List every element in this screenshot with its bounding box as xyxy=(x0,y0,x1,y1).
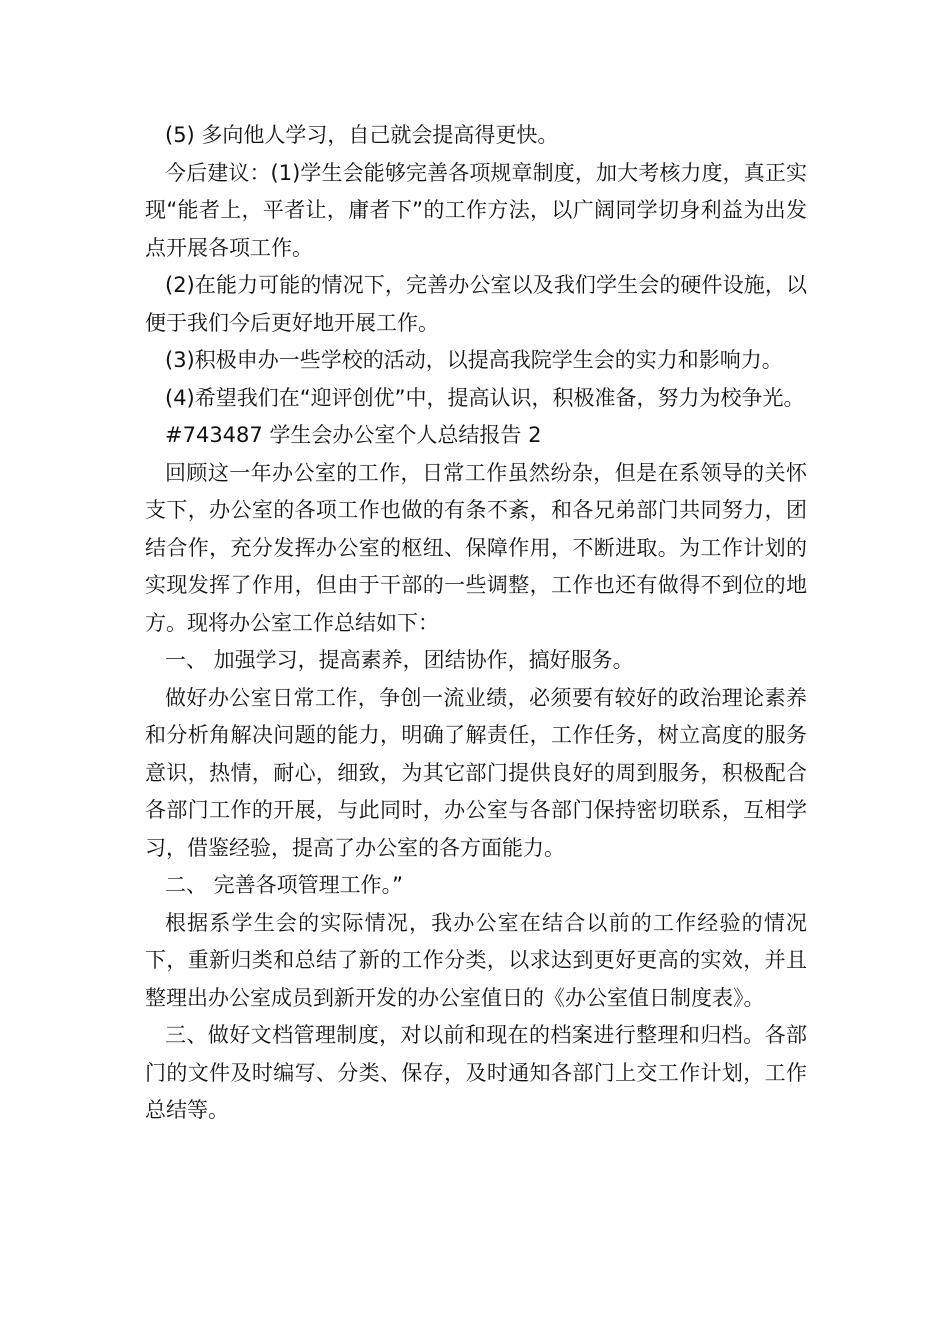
section-heading-1: 一、 加强学习，提高素养，团结协作，搞好服务。 xyxy=(165,648,634,672)
paragraph-future-suggestions: 今后建议：(1)学生会能够完善各项规章制度，加大考核力度，真正实现“能者上，平者让，庸者下”的工作方法，以广阔同学切身利益为出发点开展各项工作。 xyxy=(145,160,807,260)
paragraph-suggestion-2: (2)在能力可能的情况下，完善办公室以及我们学生会的硬件设施，以便于我们今后更好地开展工作。 xyxy=(145,273,807,335)
paragraph-suggestion-3: (3)积极申办一些学校的活动，以提高我院学生会的实力和影响力。 xyxy=(165,348,783,372)
paragraph-review: 回顾这一年办公室的工作，日常工作虽然纷杂，但是在系领导的关怀支下，办公室的各项工作也做的有条不紊，和各兄弟部门共同努力，团结合作，充分发挥办公室的枢纽、保障作用，不断进取。为工作计划的实现发挥了作用，但由于干部的一些调整，工作也还有做得不到位的地方。现将办公室工作总结如下： xyxy=(145,460,807,635)
section-heading-2: 二、 完善各项管理工作。” xyxy=(165,873,404,897)
paragraph-suggestion-5: (5) 多向他人学习，自己就会提高得更快。 xyxy=(165,123,559,147)
paragraph-section-3: 三、做好文档管理制度，对以前和现在的档案进行整理和归档。各部门的文件及时编写、分类、保存，及时通知各部门上交工作计划，工作总结等。 xyxy=(145,1023,807,1122)
paragraph-suggestion-4: (4)希望我们在“迎评创优”中，提高认识，积极准备，努力为校争光。 xyxy=(165,385,805,410)
document-body xyxy=(145,117,807,1130)
report-heading: #743487 学生会办公室个人总结报告 2 xyxy=(165,423,542,447)
paragraph-section-1: 做好办公室日常工作，争创一流业绩，必须要有较好的政治理论素养和分析角解决问题的能力，明确了解责任，工作任务，树立高度的服务意识，热情，耐心，细致，为其它部门提供良好的周到服务，积极配合各部门工作的开展，与此同时，办公室与各部门保持密切联系，互相学习，借鉴经验，提高了办公室的各方面能力。 xyxy=(145,685,807,860)
paragraph-section-2: 根据系学生会的实际情况，我办公室在结合以前的工作经验的情况下，重新归类和总结了新的工作分类，以求达到更好更高的实效，并且整理出办公室成员到新开发的办公室值日的《办公室值日制度表》。 xyxy=(145,910,807,1010)
